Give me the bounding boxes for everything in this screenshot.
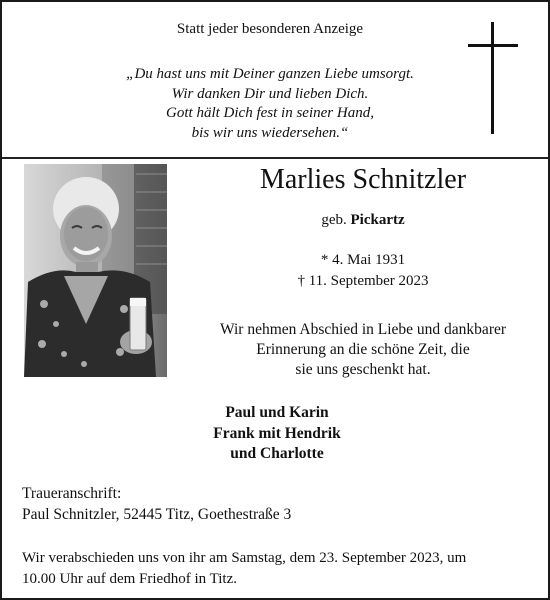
address-value: Paul Schnitzler, 52445 Titz, Goethestraße 3	[22, 505, 292, 523]
portrait-photo	[24, 164, 167, 377]
farewell-line: sie uns geschenkt hat.	[295, 361, 431, 378]
funeral-line: Wir verabschieden uns von ihr am Samstag, dem 23. September 2023, um	[22, 550, 467, 566]
farewell-line: Erinnerung an die schöne Zeit, die	[256, 341, 470, 358]
death-date: † 11. September 2023	[297, 273, 429, 289]
section-divider	[2, 157, 548, 159]
mourning-address	[22, 484, 522, 525]
cross-horizontal-bar	[468, 44, 518, 47]
farewell-text	[192, 320, 534, 380]
funeral-info	[22, 548, 532, 589]
birth-name-prefix: geb.	[321, 212, 347, 228]
birth-name-line	[202, 211, 524, 229]
memorial-quote	[2, 65, 538, 143]
mourner-line: Paul und Karin	[225, 404, 329, 421]
quote-line: Gott hält Dich fest in seiner Hand,	[166, 105, 374, 121]
quote-line: „Du hast uns mit Deiner ganzen Liebe umsorgt.	[126, 66, 414, 82]
life-dates	[202, 250, 524, 292]
birth-name: Pickartz	[350, 212, 405, 228]
funeral-line: 10.00 Uhr auf dem Friedhof in Titz.	[22, 570, 237, 587]
cross-icon	[468, 22, 518, 134]
birth-date: * 4. Mai 1931	[320, 252, 406, 268]
quote-line: Wir danken Dir und lieben Dich.	[171, 85, 369, 102]
mourner-line: und Charlotte	[230, 445, 324, 462]
deceased-name: Marlies Schnitzler	[259, 164, 467, 195]
portrait-image	[24, 164, 167, 377]
mourners-list	[2, 403, 550, 465]
address-label: Traueranschrift:	[22, 485, 122, 502]
notice-header: Statt jeder besonderen Anzeige	[176, 21, 364, 37]
mourner-line: Frank mit Hendrik	[213, 424, 341, 442]
cross-vertical-bar	[491, 22, 494, 134]
quote-line: bis wir uns wiedersehen.“	[191, 124, 349, 141]
farewell-line: Wir nehmen Abschied in Liebe und dankbarer	[219, 321, 507, 338]
